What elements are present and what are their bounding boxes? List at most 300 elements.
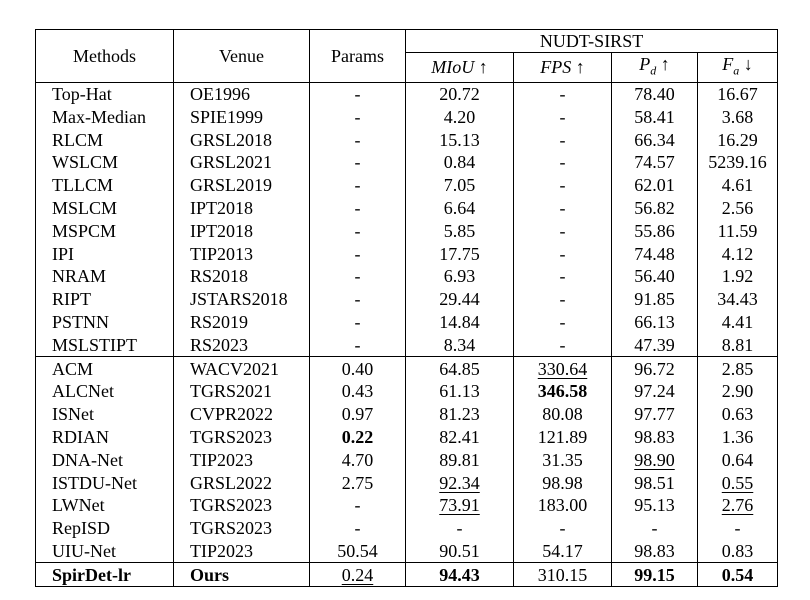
cell-method bbox=[36, 333, 174, 356]
cell-venue-value: TGRS2023 bbox=[190, 518, 273, 539]
cell-venue-value: WACV2021 bbox=[190, 358, 279, 379]
cell-params-value: - bbox=[354, 197, 361, 218]
table-body bbox=[36, 82, 778, 587]
cell-miou bbox=[406, 311, 514, 334]
cell-pd bbox=[612, 219, 698, 242]
cell-miou-value: 94.43 bbox=[439, 564, 480, 585]
cell-venue bbox=[174, 174, 310, 197]
cell-fps-value: 310.15 bbox=[537, 564, 588, 585]
cell-method-value: ALCNet bbox=[52, 381, 114, 402]
cell-fa bbox=[698, 128, 778, 151]
cell-venue-value: IPT2018 bbox=[190, 197, 253, 218]
header-pd-base: P bbox=[639, 54, 651, 74]
cell-method-value: ACM bbox=[52, 358, 94, 379]
cell-params bbox=[310, 311, 406, 334]
cell-venue-value: TIP2013 bbox=[190, 243, 253, 264]
cell-params-value: 4.70 bbox=[341, 449, 374, 470]
header-pd bbox=[612, 53, 698, 83]
cell-venue-value: TGRS2021 bbox=[190, 381, 273, 402]
cell-pd bbox=[612, 105, 698, 128]
cell-method-value: LWNet bbox=[52, 495, 105, 516]
cell-fps-value: 98.98 bbox=[542, 472, 583, 493]
table-row bbox=[36, 174, 778, 197]
cell-pd-value: 56.40 bbox=[634, 266, 675, 287]
cell-fa bbox=[698, 242, 778, 265]
cell-params-value: - bbox=[354, 266, 361, 287]
cell-miou-value: 17.75 bbox=[439, 243, 480, 264]
cell-fps-value: - bbox=[559, 197, 566, 218]
header-fa-arrow: ↓ bbox=[739, 54, 753, 74]
cell-params-value: - bbox=[354, 334, 361, 355]
cell-miou-value: 15.13 bbox=[439, 129, 480, 150]
cell-venue-value: RS2023 bbox=[190, 334, 249, 355]
table-row bbox=[36, 197, 778, 220]
cell-method-value: Top-Hat bbox=[52, 83, 112, 104]
cell-fps bbox=[514, 380, 612, 403]
cell-method-value: NRAM bbox=[52, 266, 107, 287]
header-methods: Methods bbox=[36, 30, 174, 83]
cell-fps-value: - bbox=[559, 220, 566, 241]
cell-params bbox=[310, 265, 406, 288]
table-row bbox=[36, 242, 778, 265]
cell-method bbox=[36, 380, 174, 403]
cell-params-value: - bbox=[354, 152, 361, 173]
cell-fps bbox=[514, 151, 612, 174]
cell-venue bbox=[174, 540, 310, 563]
results-table bbox=[35, 29, 778, 587]
table-row bbox=[36, 426, 778, 449]
cell-params-value: - bbox=[354, 495, 361, 516]
cell-venue bbox=[174, 288, 310, 311]
cell-miou-value: 89.81 bbox=[439, 449, 480, 470]
cell-miou-value: 82.41 bbox=[439, 426, 480, 447]
cell-pd bbox=[612, 288, 698, 311]
cell-venue-value: RS2018 bbox=[190, 266, 249, 287]
cell-miou bbox=[406, 105, 514, 128]
cell-fps-value: 121.89 bbox=[537, 426, 588, 447]
cell-method-value: RLCM bbox=[52, 129, 104, 150]
cell-pd bbox=[612, 265, 698, 288]
cell-miou-value: 4.20 bbox=[443, 106, 476, 127]
cell-miou-value: 81.23 bbox=[439, 404, 480, 425]
cell-fa-value: 16.29 bbox=[717, 129, 758, 150]
header-pd-sub: d bbox=[650, 63, 657, 78]
cell-pd bbox=[612, 311, 698, 334]
cell-pd-value: 98.51 bbox=[634, 472, 675, 493]
cell-fa bbox=[698, 517, 778, 540]
cell-method-value: ISNet bbox=[52, 404, 94, 425]
cell-miou-value: 20.72 bbox=[439, 83, 480, 104]
cell-pd-value: 97.77 bbox=[634, 404, 675, 425]
cell-method bbox=[36, 517, 174, 540]
cell-params bbox=[310, 242, 406, 265]
cell-miou-value: 7.05 bbox=[443, 175, 476, 196]
table-row bbox=[36, 403, 778, 426]
cell-method-value: RDIAN bbox=[52, 426, 109, 447]
cell-fps-value: 330.64 bbox=[537, 358, 588, 379]
cell-miou bbox=[406, 380, 514, 403]
cell-pd bbox=[612, 151, 698, 174]
cell-fps-value: 54.17 bbox=[542, 540, 583, 561]
cell-method bbox=[36, 174, 174, 197]
cell-venue-value: JSTARS2018 bbox=[190, 289, 288, 310]
cell-fa bbox=[698, 494, 778, 517]
cell-miou bbox=[406, 426, 514, 449]
cell-fa-value: 1.36 bbox=[721, 426, 754, 447]
cell-miou-value: 29.44 bbox=[439, 289, 480, 310]
cell-fa bbox=[698, 380, 778, 403]
cell-method-value: IPI bbox=[52, 243, 74, 264]
cell-fa-value: 1.92 bbox=[721, 266, 754, 287]
cell-params bbox=[310, 333, 406, 356]
cell-miou bbox=[406, 197, 514, 220]
cell-params-value: 0.43 bbox=[341, 381, 374, 402]
table-row bbox=[36, 333, 778, 356]
cell-fps-value: - bbox=[559, 334, 566, 355]
cell-method bbox=[36, 563, 174, 587]
cell-fps-value: - bbox=[559, 106, 566, 127]
cell-fps bbox=[514, 426, 612, 449]
cell-pd-value: 55.86 bbox=[634, 220, 675, 241]
cell-fps-value: - bbox=[559, 243, 566, 264]
cell-venue bbox=[174, 471, 310, 494]
cell-fa bbox=[698, 403, 778, 426]
cell-method-value: MSLCM bbox=[52, 197, 118, 218]
cell-fps bbox=[514, 448, 612, 471]
cell-fa-value: 5239.16 bbox=[708, 152, 767, 173]
cell-miou bbox=[406, 333, 514, 356]
cell-fa-value: 4.41 bbox=[721, 311, 754, 332]
cell-venue bbox=[174, 517, 310, 540]
cell-pd bbox=[612, 471, 698, 494]
cell-pd bbox=[612, 242, 698, 265]
cell-miou-value: 6.64 bbox=[443, 197, 476, 218]
cell-pd-value: - bbox=[651, 518, 658, 539]
cell-pd bbox=[612, 517, 698, 540]
cell-params-value: - bbox=[354, 175, 361, 196]
cell-fps-value: - bbox=[559, 129, 566, 150]
cell-venue-value: GRSL2022 bbox=[190, 472, 273, 493]
cell-miou-value: 5.85 bbox=[443, 220, 476, 241]
cell-method-value: UIU-Net bbox=[52, 540, 116, 561]
cell-fa bbox=[698, 265, 778, 288]
cell-params-value: 50.54 bbox=[337, 540, 378, 561]
cell-params-value: - bbox=[354, 106, 361, 127]
table-row bbox=[36, 128, 778, 151]
cell-miou-value: 92.34 bbox=[439, 472, 480, 493]
header-miou: MIoU ↑ bbox=[406, 53, 514, 83]
cell-params-value: - bbox=[354, 311, 361, 332]
cell-params bbox=[310, 197, 406, 220]
cell-fa-value: 2.76 bbox=[721, 495, 754, 516]
table-row bbox=[36, 357, 778, 380]
results-table-container bbox=[35, 29, 777, 587]
cell-method-value: Max-Median bbox=[52, 106, 146, 127]
cell-fa-value: 11.59 bbox=[717, 220, 758, 241]
table-row bbox=[36, 288, 778, 311]
cell-fa bbox=[698, 219, 778, 242]
cell-pd bbox=[612, 128, 698, 151]
cell-method-value: SpirDet-lr bbox=[52, 564, 131, 585]
cell-venue bbox=[174, 563, 310, 587]
cell-params-value: - bbox=[354, 518, 361, 539]
cell-fa-value: 0.63 bbox=[721, 404, 754, 425]
cell-method bbox=[36, 128, 174, 151]
cell-method bbox=[36, 494, 174, 517]
cell-method bbox=[36, 357, 174, 380]
cell-venue-value: TGRS2023 bbox=[190, 426, 273, 447]
cell-fa-value: 34.43 bbox=[717, 289, 758, 310]
cell-method bbox=[36, 448, 174, 471]
cell-venue bbox=[174, 128, 310, 151]
cell-venue-value: GRSL2018 bbox=[190, 129, 273, 150]
cell-fa-value: 8.81 bbox=[721, 334, 754, 355]
cell-method-value: RIPT bbox=[52, 289, 92, 310]
cell-method-value: MSPCM bbox=[52, 220, 117, 241]
cell-fa-value: 4.12 bbox=[721, 243, 754, 264]
cell-fps bbox=[514, 357, 612, 380]
cell-params bbox=[310, 517, 406, 540]
cell-venue bbox=[174, 265, 310, 288]
cell-miou bbox=[406, 288, 514, 311]
cell-fa-value: 0.54 bbox=[721, 564, 754, 585]
cell-miou bbox=[406, 563, 514, 587]
cell-pd bbox=[612, 174, 698, 197]
cell-params-value: 0.40 bbox=[341, 358, 374, 379]
cell-params-value: 0.22 bbox=[341, 426, 374, 447]
cell-fps-value: - bbox=[559, 83, 566, 104]
cell-pd-value: 74.57 bbox=[634, 152, 675, 173]
cell-pd-value: 91.85 bbox=[634, 289, 675, 310]
cell-pd bbox=[612, 494, 698, 517]
cell-miou bbox=[406, 151, 514, 174]
cell-fa-value: 2.90 bbox=[721, 381, 754, 402]
cell-params bbox=[310, 563, 406, 587]
cell-fa bbox=[698, 426, 778, 449]
cell-miou bbox=[406, 82, 514, 105]
cell-params bbox=[310, 448, 406, 471]
cell-fps bbox=[514, 197, 612, 220]
cell-fps-value: - bbox=[559, 518, 566, 539]
cell-params bbox=[310, 174, 406, 197]
cell-pd bbox=[612, 380, 698, 403]
cell-venue bbox=[174, 494, 310, 517]
cell-venue bbox=[174, 333, 310, 356]
cell-fps-value: 31.35 bbox=[542, 449, 583, 470]
table-header bbox=[36, 30, 778, 83]
cell-venue bbox=[174, 151, 310, 174]
cell-pd-value: 66.34 bbox=[634, 129, 675, 150]
cell-miou-value: 14.84 bbox=[439, 311, 480, 332]
cell-fps-value: - bbox=[559, 266, 566, 287]
cell-venue bbox=[174, 242, 310, 265]
cell-params bbox=[310, 151, 406, 174]
cell-pd-value: 62.01 bbox=[634, 175, 675, 196]
cell-params-value: - bbox=[354, 129, 361, 150]
table-row bbox=[36, 265, 778, 288]
cell-fa bbox=[698, 448, 778, 471]
cell-method bbox=[36, 540, 174, 563]
cell-miou-value: 73.91 bbox=[439, 495, 480, 516]
cell-pd-value: 95.13 bbox=[634, 495, 675, 516]
cell-params-value: 2.75 bbox=[341, 472, 374, 493]
cell-miou bbox=[406, 128, 514, 151]
header-dataset: NUDT-SIRST bbox=[406, 30, 778, 53]
cell-fps bbox=[514, 219, 612, 242]
cell-method bbox=[36, 311, 174, 334]
cell-venue-value: GRSL2019 bbox=[190, 175, 273, 196]
cell-fa bbox=[698, 288, 778, 311]
cell-fps bbox=[514, 128, 612, 151]
cell-pd-value: 96.72 bbox=[634, 358, 675, 379]
cell-miou-value: 0.84 bbox=[443, 152, 476, 173]
cell-miou bbox=[406, 219, 514, 242]
cell-miou bbox=[406, 403, 514, 426]
cell-fps-value: 80.08 bbox=[542, 404, 583, 425]
cell-pd-value: 98.83 bbox=[634, 426, 675, 447]
table-row bbox=[36, 448, 778, 471]
cell-miou-value: 8.34 bbox=[443, 334, 476, 355]
cell-fps bbox=[514, 265, 612, 288]
table-row bbox=[36, 494, 778, 517]
cell-venue-value: SPIE1999 bbox=[190, 106, 264, 127]
cell-venue-value: TIP2023 bbox=[190, 449, 253, 470]
cell-fa bbox=[698, 311, 778, 334]
cell-pd-value: 58.41 bbox=[634, 106, 675, 127]
cell-fa-value: 3.68 bbox=[721, 106, 754, 127]
cell-params bbox=[310, 288, 406, 311]
cell-params-value: - bbox=[354, 289, 361, 310]
cell-pd-value: 66.13 bbox=[634, 311, 675, 332]
cell-fps-value: 183.00 bbox=[537, 495, 588, 516]
cell-venue-value: TGRS2023 bbox=[190, 495, 273, 516]
header-venue: Venue bbox=[174, 30, 310, 83]
cell-pd-value: 74.48 bbox=[634, 243, 675, 264]
cell-pd bbox=[612, 540, 698, 563]
cell-params bbox=[310, 105, 406, 128]
cell-venue-value: IPT2018 bbox=[190, 220, 253, 241]
cell-pd-value: 99.15 bbox=[634, 564, 675, 585]
header-fa-sub: a bbox=[733, 63, 740, 78]
cell-params bbox=[310, 219, 406, 242]
cell-miou bbox=[406, 174, 514, 197]
cell-method-value: PSTNN bbox=[52, 311, 110, 332]
cell-pd-value: 98.83 bbox=[634, 540, 675, 561]
cell-pd bbox=[612, 357, 698, 380]
table-row bbox=[36, 311, 778, 334]
cell-fps bbox=[514, 242, 612, 265]
cell-miou bbox=[406, 448, 514, 471]
cell-params bbox=[310, 82, 406, 105]
header-fa-base: F bbox=[722, 54, 734, 74]
cell-venue-value: RS2019 bbox=[190, 311, 249, 332]
cell-params bbox=[310, 426, 406, 449]
cell-fa bbox=[698, 82, 778, 105]
header-pd-arrow: ↑ bbox=[656, 54, 670, 74]
cell-params bbox=[310, 540, 406, 563]
table-row bbox=[36, 151, 778, 174]
cell-fps bbox=[514, 471, 612, 494]
table-row bbox=[36, 517, 778, 540]
cell-fps-value: - bbox=[559, 311, 566, 332]
cell-pd bbox=[612, 426, 698, 449]
cell-miou-value: 61.13 bbox=[439, 381, 480, 402]
cell-method bbox=[36, 105, 174, 128]
cell-venue-value: Ours bbox=[190, 564, 230, 585]
cell-fps-value: - bbox=[559, 152, 566, 173]
cell-venue bbox=[174, 197, 310, 220]
cell-pd bbox=[612, 82, 698, 105]
cell-method-value: ISTDU-Net bbox=[52, 472, 137, 493]
cell-pd-value: 47.39 bbox=[634, 334, 675, 355]
cell-params bbox=[310, 494, 406, 517]
cell-fps bbox=[514, 403, 612, 426]
cell-fps bbox=[514, 563, 612, 587]
cell-params-value: 0.97 bbox=[341, 404, 374, 425]
cell-fa bbox=[698, 197, 778, 220]
cell-venue bbox=[174, 82, 310, 105]
cell-venue bbox=[174, 105, 310, 128]
header-fps: FPS ↑ bbox=[514, 53, 612, 83]
cell-fa-value: 0.55 bbox=[721, 472, 754, 493]
cell-fa-value: - bbox=[734, 518, 741, 539]
cell-venue-value: TIP2023 bbox=[190, 540, 253, 561]
cell-venue bbox=[174, 380, 310, 403]
header-params: Params bbox=[310, 30, 406, 83]
cell-pd-value: 78.40 bbox=[634, 83, 675, 104]
table-row bbox=[36, 563, 778, 587]
cell-fa-value: 0.83 bbox=[721, 540, 754, 561]
cell-method bbox=[36, 265, 174, 288]
cell-method bbox=[36, 219, 174, 242]
table-row bbox=[36, 105, 778, 128]
cell-params bbox=[310, 128, 406, 151]
table-row bbox=[36, 380, 778, 403]
cell-method-value: DNA-Net bbox=[52, 449, 123, 470]
cell-params bbox=[310, 471, 406, 494]
cell-fa bbox=[698, 333, 778, 356]
cell-pd bbox=[612, 197, 698, 220]
cell-method bbox=[36, 426, 174, 449]
cell-miou bbox=[406, 357, 514, 380]
cell-params-value: 0.24 bbox=[341, 564, 374, 585]
cell-params bbox=[310, 380, 406, 403]
cell-fps bbox=[514, 174, 612, 197]
cell-fa-value: 2.85 bbox=[721, 358, 754, 379]
cell-fa-value: 16.67 bbox=[717, 83, 758, 104]
cell-method bbox=[36, 151, 174, 174]
cell-pd-value: 98.90 bbox=[634, 449, 675, 470]
cell-fps-value: 346.58 bbox=[537, 381, 588, 402]
cell-params bbox=[310, 357, 406, 380]
cell-fps bbox=[514, 105, 612, 128]
cell-miou-value: 64.85 bbox=[439, 358, 480, 379]
cell-params-value: - bbox=[354, 83, 361, 104]
table-row bbox=[36, 219, 778, 242]
cell-fps-value: - bbox=[559, 289, 566, 310]
cell-method bbox=[36, 403, 174, 426]
cell-venue bbox=[174, 311, 310, 334]
cell-miou bbox=[406, 540, 514, 563]
table-row bbox=[36, 82, 778, 105]
header-fa bbox=[698, 53, 778, 83]
cell-method-value: TLLCM bbox=[52, 175, 113, 196]
cell-miou bbox=[406, 494, 514, 517]
cell-fa-value: 2.56 bbox=[721, 197, 754, 218]
cell-fps bbox=[514, 494, 612, 517]
cell-params-value: - bbox=[354, 243, 361, 264]
cell-pd-value: 56.82 bbox=[634, 197, 675, 218]
